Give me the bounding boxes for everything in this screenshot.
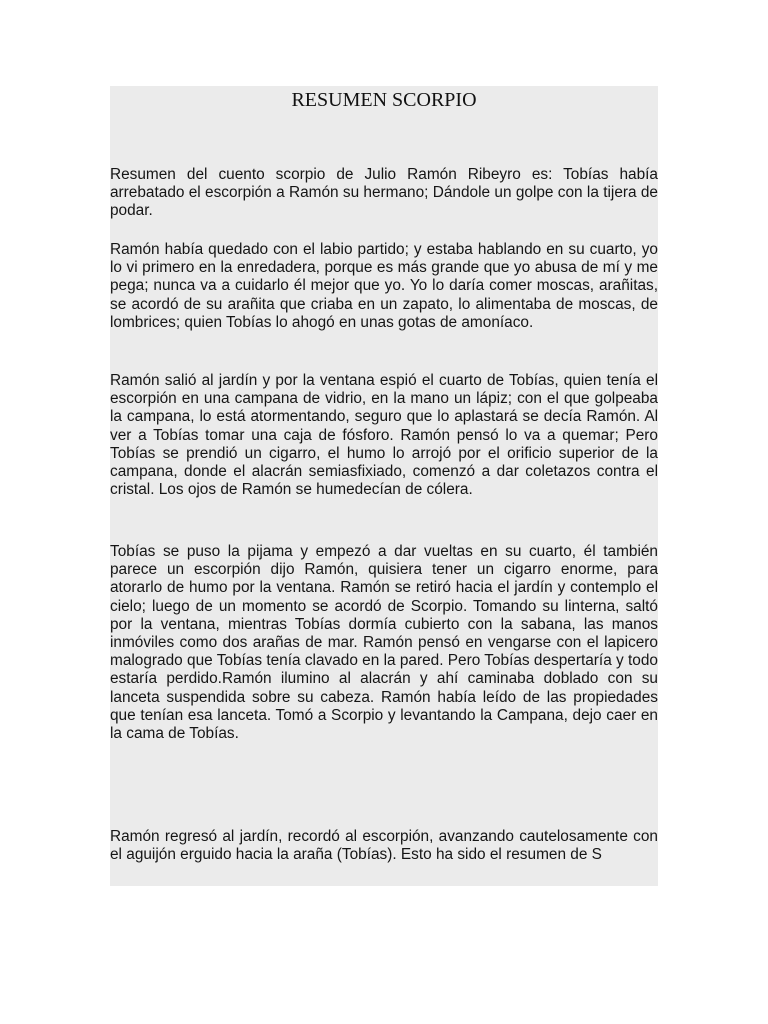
paragraph-1: Resumen del cuento scorpio de Julio Ramón Ribeyro es: Tobías había arrebatado el escorpión a Ramón su hermano; Dándole un golpe con la tijera de podar. [110, 166, 658, 220]
document-page [110, 86, 658, 886]
document-title: RESUMEN SCORPIO [291, 89, 477, 111]
paragraph-2: Ramón había quedado con el labio partido; y estaba hablando en su cuarto, yo lo vi primero en la enredadera, porque es más grande que yo abusa de mí y me pega; nunca va a cuidarlo él mejor que yo. Yo lo daría comer moscas, arañitas, se acordó de su arañita que criaba en un zapato, lo alimentaba de moscas, de lombrices; quien Tobías lo ahogó en unas gotas de amoníaco. [110, 241, 658, 331]
paragraph-5: Ramón regresó al jardín, recordó al escorpión, avanzando cautelosamente con el aguijón erguido hacia la araña (Tobías). Esto ha sido el resumen de S [110, 828, 658, 864]
paragraph-4: Tobías se puso la pijama y empezó a dar vueltas en su cuarto, él también parece un escorpión dijo Ramón, quisiera tener un cigarro enorme, para atorarlo de humo por la ventana. Ramón se retiró hacia el jardín y contemplo el cielo; luego de un momento se acordó de Scorpio. Tomando su linterna, saltó por la ventana, mientras Tobías dormía cubierto con la sabana, las manos inmóviles como dos arañas de mar. Ramón pensó en vengarse con el lapicero malogrado que Tobías tenía clavado en la pared. Pero Tobías despertaría y todo estaría perdido.Ramón ilumino al alacrán y ahí caminaba doblado con su lanceta suspendida sobre su cabeza. Ramón había leído de las propiedades que tenían esa lanceta. Tomó a Scorpio y levantando la Campana, dejo caer en la cama de Tobías. [110, 543, 658, 743]
paragraph-3: Ramón salió al jardín y por la ventana espió el cuarto de Tobías, quien tenía el escorpión en una campana de vidrio, en la mano un lápiz; con el que golpeaba la campana, lo está atormentando, seguro que lo aplastará se decía Ramón. Al ver a Tobías tomar una caja de fósforo. Ramón pensó lo va a quemar; Pero Tobías se prendió un cigarro, el humo lo arrojó por el orificio superior de la campana, donde el alacrán semiasfixiado, comenzó a dar coletazos contra el cristal. Los ojos de Ramón se humedecían de cólera. [110, 372, 658, 499]
